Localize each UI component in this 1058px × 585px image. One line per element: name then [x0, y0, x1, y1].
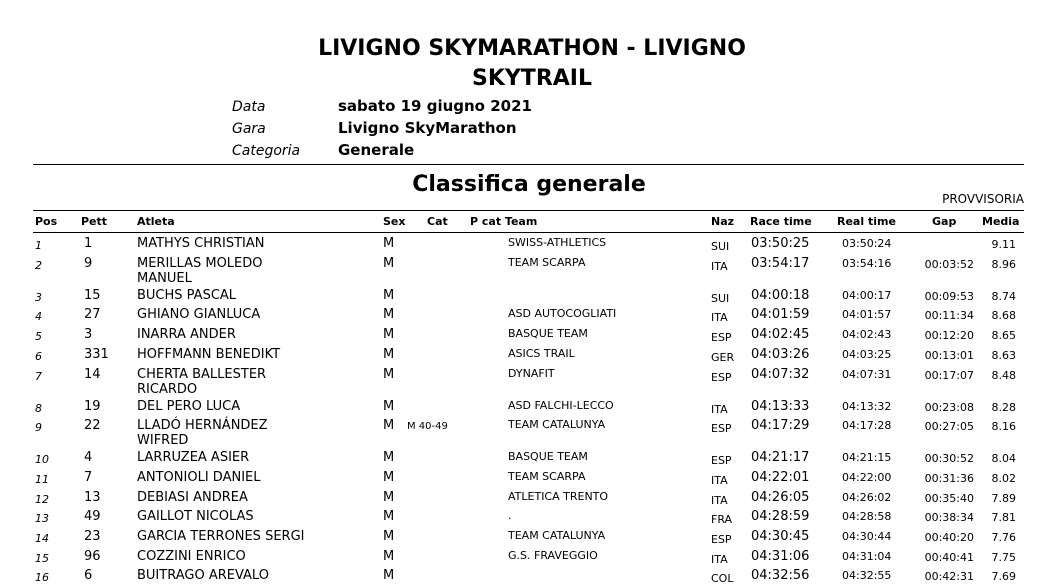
media-cell: 7.69 [991, 570, 1016, 584]
real-time-cell: 04:21:15 [842, 451, 892, 465]
athlete-name: GHIANO GIANLUCA [137, 307, 261, 323]
pett-cell: 9 [84, 255, 93, 271]
race-time-cell: 04:03:26 [751, 346, 810, 362]
nation-cell: ITA [711, 311, 728, 325]
team-cell: TEAM CATALUNYA [508, 418, 606, 432]
media-cell: 8.28 [991, 400, 1016, 414]
pett-cell: 27 [84, 307, 101, 323]
team-cell: TEAM SCARPA [508, 469, 586, 483]
gap-cell: 00:35:40 [924, 491, 974, 505]
pos-cell: 15 [35, 551, 49, 565]
sex-cell: M [383, 509, 395, 525]
team-cell: ASD FALCHI-LECCO [508, 398, 614, 412]
media-cell: 8.04 [991, 452, 1016, 466]
gap-cell: 00:40:41 [924, 550, 974, 564]
sex-cell: M [383, 398, 395, 414]
sex-cell: M [383, 489, 395, 505]
athlete-name: GARCIA TERRONES SERGI [137, 529, 305, 544]
team-cell: TEAM CATALUNYA [508, 529, 606, 542]
team-cell: DYNAFIT [508, 366, 555, 380]
sex-cell: M [383, 346, 395, 362]
nation-cell: ITA [711, 552, 728, 566]
real-time-cell: 04:02:43 [842, 328, 892, 342]
pett-cell: 4 [84, 450, 93, 466]
real-time-cell: 04:28:58 [842, 510, 892, 524]
pos-cell: 2 [35, 258, 42, 272]
media-cell: 8.68 [991, 309, 1016, 323]
race-time-cell: 04:02:45 [751, 327, 810, 343]
race-time-cell: 04:07:32 [751, 366, 810, 382]
pett-cell: 23 [84, 529, 101, 544]
pett-cell: 14 [84, 366, 101, 382]
meta-gara-value: Livigno SkyMarathon [338, 119, 517, 137]
real-time-cell: 03:54:16 [842, 256, 892, 270]
race-time-cell: 04:17:29 [751, 418, 810, 434]
meta-categoria-label: Categoria [232, 143, 301, 159]
nation-cell: ITA [711, 493, 728, 507]
col-header-gap: Gap [932, 215, 957, 228]
sex-cell: M [383, 327, 395, 343]
gap-cell: 00:03:52 [924, 257, 974, 271]
nation-cell: ITA [711, 259, 728, 273]
race-time-cell: 03:50:25 [751, 236, 810, 251]
pos-cell: 9 [35, 421, 42, 435]
pos-cell: 8 [35, 401, 42, 415]
team-cell: BASQUE TEAM [508, 327, 588, 341]
race-time-cell: 04:31:06 [751, 548, 810, 564]
sex-cell: M [383, 529, 395, 544]
pos-cell: 10 [35, 453, 49, 467]
athlete-name: MATHYS CHRISTIAN [137, 236, 265, 251]
race-time-cell: 04:32:56 [751, 568, 810, 584]
nation-cell: ITA [711, 473, 728, 487]
sex-cell: M [383, 255, 395, 271]
pett-cell: 96 [84, 548, 101, 564]
media-cell: 8.63 [991, 348, 1016, 362]
nation-cell: SUI [711, 291, 730, 305]
gap-cell: 00:38:34 [924, 511, 974, 525]
race-time-cell: 04:13:33 [751, 398, 810, 414]
col-header-cat: Cat [427, 215, 448, 228]
pos-cell: 16 [35, 571, 49, 585]
athlete-name: GAILLOT NICOLAS [137, 509, 254, 525]
gap-cell: 00:40:20 [924, 531, 974, 544]
header-divider [33, 164, 1024, 165]
pett-cell: 19 [84, 398, 101, 414]
pett-cell: 331 [84, 346, 109, 362]
athlete-name: COZZINI ENRICO [137, 548, 246, 564]
pett-cell: 22 [84, 418, 101, 434]
gap-cell: 00:30:52 [924, 452, 974, 466]
athlete-name: BUITRAGO AREVALO [137, 568, 269, 584]
race-time-cell: 04:22:01 [751, 469, 810, 485]
real-time-cell: 04:07:31 [842, 367, 892, 381]
gap-cell: 00:23:08 [924, 400, 974, 414]
race-time-cell: 04:26:05 [751, 489, 810, 505]
athlete-name: DEBIASI ANDREA [137, 489, 248, 505]
real-time-cell: 04:13:32 [842, 399, 892, 413]
nation-cell: ESP [711, 331, 732, 345]
col-header-atleta: Atleta [137, 215, 175, 228]
team-cell: SWISS-ATHLETICS [508, 236, 607, 249]
nation-cell: ESP [711, 370, 732, 384]
table-top-divider [33, 210, 1024, 211]
media-cell: 8.65 [991, 329, 1016, 343]
real-time-cell: 04:17:28 [842, 419, 892, 433]
nation-cell: SUI [711, 240, 730, 253]
col-header-race-time: Race time [750, 215, 812, 228]
pos-cell: 1 [35, 239, 42, 252]
meta-categoria-value: Generale [338, 141, 415, 159]
meta-data-label: Data [232, 99, 266, 115]
race-time-cell: 04:01:59 [751, 307, 810, 323]
nation-cell: ESP [711, 422, 732, 436]
race-time-cell: 04:00:18 [751, 287, 810, 303]
team-cell: ATLETICA TRENTO [508, 489, 609, 503]
real-time-cell: 04:00:17 [842, 288, 892, 302]
category-cell: M 40-49 [407, 421, 448, 433]
col-header-sex: Sex [383, 215, 406, 228]
gap-cell: 00:27:05 [924, 420, 974, 434]
real-time-cell: 03:50:24 [842, 237, 892, 250]
media-cell: 7.76 [991, 531, 1016, 544]
team-cell: . [508, 509, 512, 523]
sex-cell: M [383, 548, 395, 564]
media-cell: 9.11 [991, 238, 1016, 251]
col-header-naz: Naz [711, 215, 735, 228]
athlete-name: CHERTA BALLESTER RICARDO [137, 366, 267, 397]
gap-cell: 00:42:31 [924, 570, 974, 584]
team-cell: ASD AUTOCOGLIATI [508, 307, 617, 321]
pett-cell: 1 [84, 236, 93, 251]
col-header-pcat-team: P cat Team [470, 215, 538, 228]
gap-cell: 00:11:34 [924, 309, 974, 323]
athlete-name: LLADÓ HERNÁNDEZ WIFRED [137, 418, 268, 449]
pos-cell: 5 [35, 330, 42, 344]
athlete-name: DEL PERO LUCA [137, 398, 241, 414]
gap-cell: 00:17:07 [924, 368, 974, 382]
media-cell: 7.89 [991, 491, 1016, 505]
section-title: Classifica generale [412, 172, 646, 197]
media-cell: 8.02 [991, 471, 1016, 485]
page-title-line2: SKYTRAIL [471, 66, 592, 91]
race-time-cell: 04:21:17 [751, 450, 810, 466]
athlete-name: BUCHS PASCAL [137, 287, 237, 303]
nation-cell: GER [711, 350, 735, 364]
status-label: PROVVISORIA [942, 192, 1024, 206]
real-time-cell: 04:26:02 [842, 490, 892, 504]
real-time-cell: 04:01:57 [842, 308, 892, 322]
gap-cell: 00:09:53 [924, 289, 974, 303]
nation-cell: ITA [711, 402, 728, 416]
gap-cell: 00:12:20 [924, 329, 974, 343]
race-time-cell: 03:54:17 [751, 255, 810, 271]
pos-cell: 14 [35, 532, 49, 545]
meta-data-value: sabato 19 giugno 2021 [338, 97, 532, 115]
pos-cell: 4 [35, 310, 42, 324]
pos-cell: 3 [35, 290, 42, 304]
media-cell: 7.75 [991, 550, 1016, 564]
team-cell: ASICS TRAIL [508, 346, 575, 360]
meta-gara-label: Gara [232, 121, 266, 137]
athlete-name: MERILLAS MOLEDO MANUEL [137, 255, 263, 286]
team-cell: G.S. FRAVEGGIO [508, 548, 598, 562]
pos-cell: 6 [35, 349, 42, 363]
pett-cell: 13 [84, 489, 101, 505]
sex-cell: M [383, 287, 395, 303]
col-header-media: Media [982, 215, 1020, 228]
sex-cell: M [383, 366, 395, 382]
sex-cell: M [383, 236, 395, 251]
real-time-cell: 04:32:55 [842, 569, 892, 583]
nation-cell: ESP [711, 454, 732, 468]
real-time-cell: 04:31:04 [842, 549, 892, 563]
page-title-line1: LIVIGNO SKYMARATHON - LIVIGNO [318, 36, 746, 61]
table-header-divider [33, 232, 1024, 233]
media-cell: 8.48 [991, 368, 1016, 382]
media-cell: 7.81 [991, 511, 1016, 525]
race-time-cell: 04:30:45 [751, 529, 810, 544]
sex-cell: M [383, 418, 395, 434]
col-header-real-time: Real time [837, 215, 896, 228]
athlete-name: LARRUZEA ASIER [137, 450, 250, 466]
race-time-cell: 04:28:59 [751, 509, 810, 525]
athlete-name: HOFFMANN BENEDIKT [137, 346, 281, 362]
sex-cell: M [383, 469, 395, 485]
nation-cell: ESP [711, 533, 732, 546]
gap-cell: 00:13:01 [924, 348, 974, 362]
real-time-cell: 04:22:00 [842, 470, 892, 484]
media-cell: 8.96 [991, 257, 1016, 271]
sex-cell: M [383, 568, 395, 584]
gap-cell: 00:31:36 [924, 471, 974, 485]
pett-cell: 7 [84, 469, 93, 485]
pett-cell: 49 [84, 509, 101, 525]
col-header-pos: Pos [35, 215, 58, 228]
athlete-name: ANTONIOLI DANIEL [137, 469, 261, 485]
nation-cell: FRA [711, 513, 733, 527]
pos-cell: 12 [35, 492, 49, 506]
sex-cell: M [383, 307, 395, 323]
pos-cell: 11 [35, 472, 49, 486]
pett-cell: 3 [84, 327, 93, 343]
sex-cell: M [383, 450, 395, 466]
team-cell: BASQUE TEAM [508, 450, 588, 464]
real-time-cell: 04:03:25 [842, 347, 892, 361]
media-cell: 8.16 [991, 420, 1016, 434]
nation-cell: COL [711, 572, 734, 585]
pos-cell: 13 [35, 512, 49, 526]
real-time-cell: 04:30:44 [842, 530, 892, 543]
pos-cell: 7 [35, 369, 42, 383]
col-header-pett: Pett [81, 215, 108, 228]
athlete-name: INARRA ANDER [137, 327, 236, 343]
pett-cell: 6 [84, 568, 93, 584]
media-cell: 8.74 [991, 289, 1016, 303]
pett-cell: 15 [84, 287, 101, 303]
team-cell: TEAM SCARPA [508, 255, 586, 269]
